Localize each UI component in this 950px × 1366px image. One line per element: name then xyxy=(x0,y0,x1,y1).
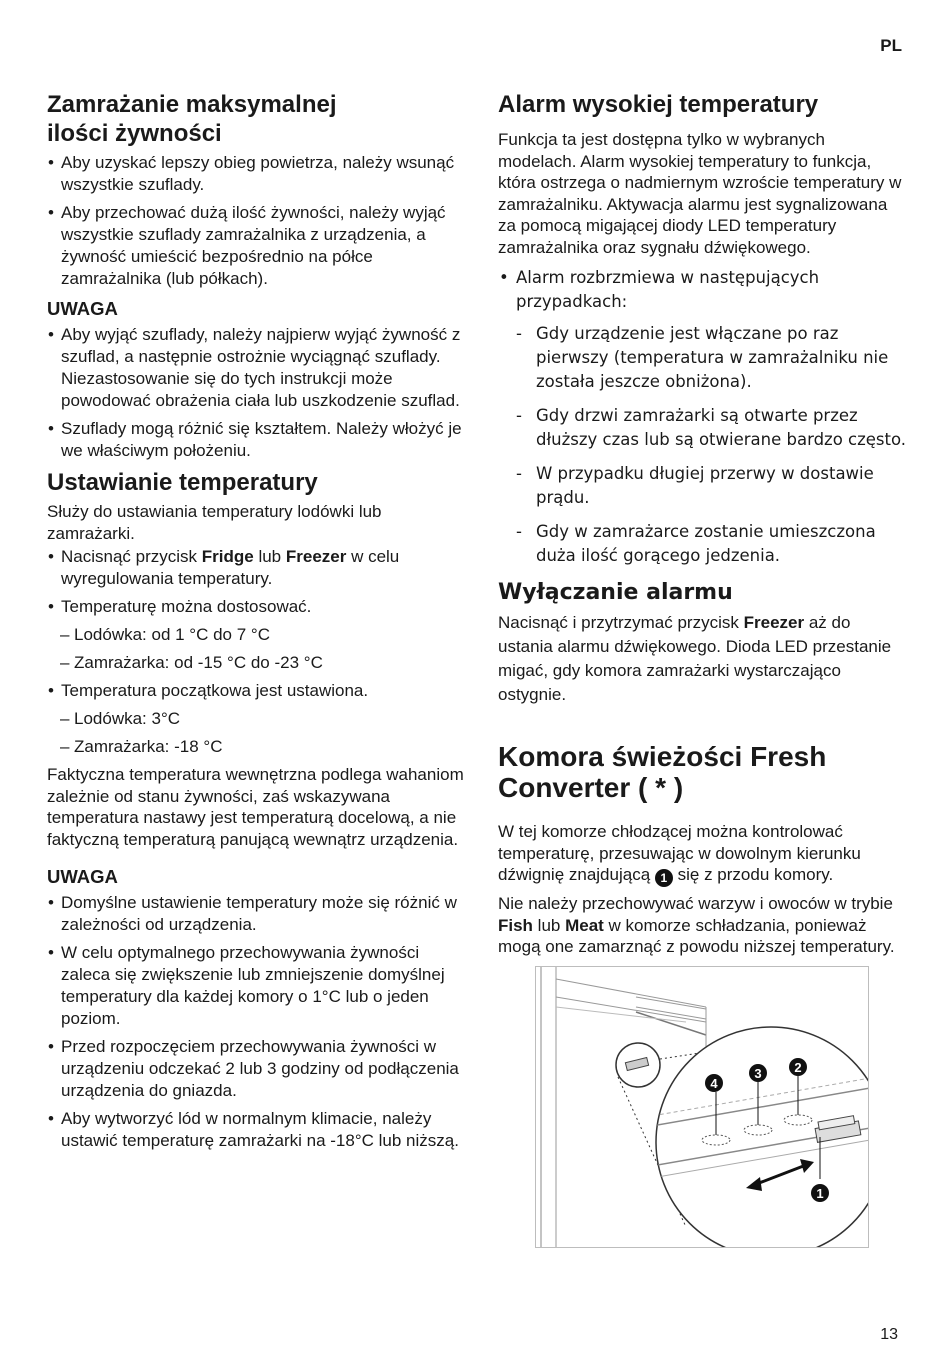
title-line-2: ilości żywności xyxy=(47,120,222,147)
list-item: • Szuflady mogą różnić się kształtem. Należy włożyć je we właściwym położeniu. xyxy=(47,418,467,462)
text: aż do ustania alarmu dźwiękowego. Dioda LED przestanie migać, gdy komora zamrażarki wystarczająco ostygnie. xyxy=(498,613,892,704)
page-number: 13 xyxy=(880,1326,898,1343)
callout-label-2: 2 xyxy=(794,1059,802,1075)
fish-mode-label: Fish xyxy=(498,915,533,935)
list-item: • W celu optymalnego przechowywania żywności zaleca się zwiększenie lub zmniejszenie domyślnej temperatury dla każdej komory o 1°C lub o jeden poziom. xyxy=(47,942,467,1030)
fridge-button-label: Fridge xyxy=(201,547,254,566)
dash-item: - Gdy urządzenie jest włączane po raz pierwszy (temperatura w zamrażalniku nie została jeszcze obniżona). xyxy=(498,322,908,394)
temperature-list xyxy=(47,546,467,758)
callout-4 xyxy=(705,1074,723,1092)
dash-item: – Zamrażarka: -18 °C xyxy=(47,736,467,758)
alarm-off-paragraph xyxy=(498,611,908,707)
marker-1-icon: 1 xyxy=(655,869,673,887)
list-item: • Aby wyjąć szuflady, należy najpierw wyjąć żywność z szuflad, a następnie ostrożnie wyciągnąć szuflady. Niezastosowanie się do tych instrukcji może powodować obrażenia ciała lub uszkodzenie szuflad. xyxy=(47,324,467,412)
text: w komorze schładzania, ponieważ mogą one zamarznąć z powodu niższej temperatury. xyxy=(498,915,895,956)
left-column xyxy=(47,90,467,1158)
alarm-paragraph: Funkcja ta jest dostępna tylko w wybranych modelach. Alarm wysokiej temperatury to funkcja, która ostrzega o nadmiernym wzroście temperatury w zamrażalniku. Aktywacja alarmu jest sygnalizowana za pomocą migającej diody LED temperatury zamrażalnika oraz sygnału dźwiękowego. xyxy=(498,130,902,257)
section-title-fresh-converter: Komora świeżości Fresh Converter ( * ) xyxy=(498,741,827,803)
text: Nacisnąć przycisk xyxy=(61,547,202,566)
text: Nie należy przechowywać warzyw i owoców w trybie xyxy=(498,894,893,913)
list-item: • Przed rozpoczęciem przechowywania żywności w urządzeniu odczekać 2 lub 3 godziny od podłączenia urządzenia do gniazda. xyxy=(47,1036,467,1102)
title-line-1: Zamrażanie maksymalnej xyxy=(47,91,337,118)
temperature-note-paragraph: Faktyczna temperatura wewnętrzna podlega wahaniom zależnie od stanu żywności, zaś wskazywana temperatura nastawy jest temperaturą docelową, a nie faktyczną temperaturą panującą wewnątrz urządzenia. xyxy=(47,765,464,849)
fresh-converter-illustration xyxy=(535,966,869,1248)
language-code: PL xyxy=(880,36,902,55)
note-list xyxy=(47,892,467,1152)
callout-1 xyxy=(811,1184,829,1202)
callout-3 xyxy=(749,1064,767,1082)
note-title: UWAGA xyxy=(47,866,118,887)
section-title-temperature: Ustawianie temperatury xyxy=(47,469,318,496)
callout-label-3: 3 xyxy=(754,1065,762,1081)
text: w celu wyregulowania temperatury. xyxy=(61,547,400,588)
text: W tej komorze chłodzącej można kontrolować temperaturę, przesuwając w dowolnym kierunku dźwignię znajdującą xyxy=(498,822,861,884)
note-title: UWAGA xyxy=(47,298,118,319)
list-item: • Temperaturę można dostosować. xyxy=(47,596,467,618)
illustration-drawing xyxy=(536,967,868,1247)
meat-mode-label: Meat xyxy=(565,915,604,935)
dash-item: - Gdy drzwi zamrażarki są otwarte przez dłuższy czas lub są otwierane bardzo często. xyxy=(498,404,908,452)
fresh-converter-paragraph-2 xyxy=(498,893,908,958)
alarm-cases xyxy=(498,266,908,568)
dash-item: – Lodówka: od 1 °C do 7 °C xyxy=(47,624,467,646)
right-column xyxy=(498,90,908,1248)
text: lub xyxy=(532,915,566,935)
callout-label-4: 4 xyxy=(710,1075,718,1091)
list-item: • Temperatura początkowa jest ustawiona. xyxy=(47,680,467,702)
list-item: • Domyślne ustawienie temperatury może się różnić w zależności od urządzenia. xyxy=(47,892,467,936)
dash-item: - W przypadku długiej przerwy w dostawie prądu. xyxy=(498,462,908,510)
list-item: • Aby uzyskać lepszy obieg powietrza, należy wsunąć wszystkie szuflady. xyxy=(47,152,467,196)
dash-item: – Lodówka: 3°C xyxy=(47,708,467,730)
dash-item: – Zamrażarka: od -15 °C do -23 °C xyxy=(47,652,467,674)
note-list xyxy=(47,324,467,462)
max-freezing-list xyxy=(47,152,467,290)
text: Nacisnąć i przytrzymać przycisk xyxy=(498,613,744,632)
section-title-alarm: Alarm wysokiej temperatury xyxy=(498,91,819,118)
freezer-button-label: Freezer xyxy=(743,613,805,632)
callout-label-1: 1 xyxy=(816,1185,824,1201)
section-title-max-freezing xyxy=(47,90,467,148)
freezer-button-label: Freezer xyxy=(285,547,347,566)
list-item: • Aby wytworzyć lód w normalnym klimacie, należy ustawić temperaturę zamrażarki na -18°C lub niższą. xyxy=(47,1108,467,1152)
text: lub xyxy=(253,547,286,566)
alarm-list xyxy=(498,266,908,568)
callout-2 xyxy=(789,1058,807,1076)
temperature-intro: Służy do ustawiania temperatury lodówki lub zamrażarki. xyxy=(47,502,382,543)
section-title-alarm-off: Wyłączanie alarmu xyxy=(498,580,733,605)
list-item: • Alarm rozbrzmiewa w następujących przypadkach: xyxy=(498,266,908,314)
list-item xyxy=(47,546,467,590)
list-item: • Aby przechować dużą ilość żywności, należy wyjąć wszystkie szuflady zamrażalnika z urządzenia, a żywność umieścić bezpośrednio na półce zamrażalnika (lub półkach). xyxy=(47,202,467,290)
dash-item: - Gdy w zamrażarce zostanie umieszczona duża ilość gorącego jedzenia. xyxy=(498,520,908,568)
text: się z przodu komory. xyxy=(672,865,834,884)
fresh-converter-paragraph-1 xyxy=(498,821,908,887)
